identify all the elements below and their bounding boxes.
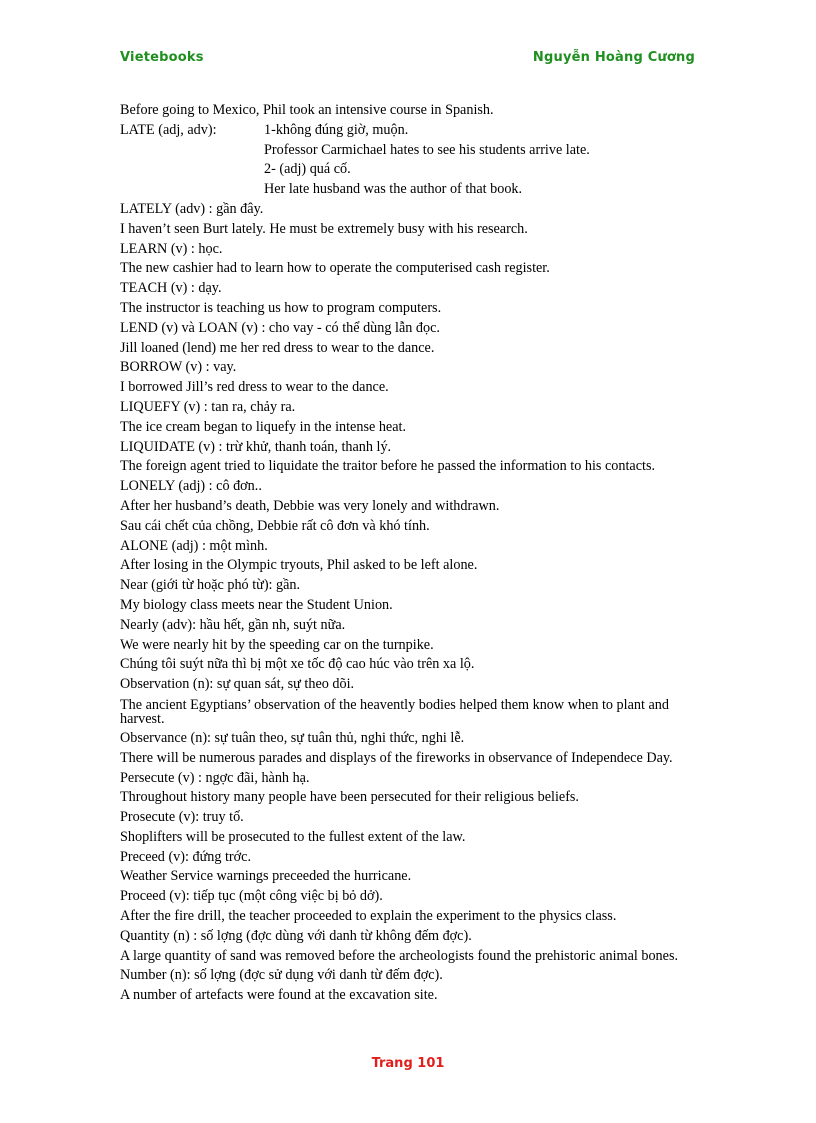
definition-line: 2- (adj) quá cố. [264, 161, 351, 178]
text-line: LIQUIDATE (v) : trừ khử, thanh toán, thanh lý. [120, 438, 392, 455]
text-line: Persecute (v) : ngợc đãi, hành hạ. [120, 769, 310, 786]
text-line: There will be numerous parades and displays of the fireworks in observance of Independece Day. [120, 749, 673, 766]
text-line: LATELY (adv) : gần đây. [120, 200, 264, 217]
text-line: Throughout history many people have been persecuted for their religious beliefs. [120, 789, 579, 806]
text-line: Prosecute (v): truy tố. [120, 809, 244, 826]
example-line: Professor Carmichael hates to see his students arrive late. [264, 141, 590, 158]
page-body [120, 101, 700, 1006]
text-line: After her husband’s death, Debbie was very lonely and withdrawn. [120, 497, 500, 514]
text-line: We were nearly hit by the speeding car on the turnpike. [120, 636, 434, 653]
example-line: Her late husband was the author of that book. [264, 181, 523, 198]
text-line: Preceed (v): đứng trớc. [120, 848, 252, 865]
text-line: I haven’t seen Burt lately. He must be extremely busy with his research. [120, 220, 528, 237]
text-line: Before going to Mexico, Phil took an intensive course in Spanish. [120, 102, 494, 118]
entry-term: LATE (adj, adv): [120, 121, 217, 138]
text-line: TEACH (v) : dạy. [120, 280, 222, 297]
text-line: After losing in the Olympic tryouts, Phil asked to be left alone. [120, 557, 478, 574]
text-line: The new cashier had to learn how to operate the computerised cash register. [120, 260, 550, 277]
text-line: Quantity (n) : số lợng (đợc dùng với danh từ không đếm đợc). [120, 927, 472, 944]
text-line: I borrowed Jill’s red dress to wear to the dance. [120, 379, 389, 396]
text-line: LEND (v) và LOAN (v) : cho vay - có thể dùng lẫn đọc. [120, 319, 440, 336]
text-line: Weather Service warnings preceeded the hurricane. [120, 868, 412, 885]
text-line: My biology class meets near the Student Union. [120, 596, 393, 613]
text-line: Observance (n): sự tuân theo, sự tuân thủ, nghi thức, nghi lễ. [120, 729, 465, 746]
text-line: A number of artefacts were found at the excavation site. [120, 987, 438, 1004]
text-line: LIQUEFY (v) : tan ra, chảy ra. [120, 398, 296, 415]
entry-late [120, 121, 700, 141]
text-line: Chúng tôi suýt nữa thì bị một xe tốc độ cao húc vào trên xa lộ. [120, 656, 475, 673]
text-line: LEARN (v) : học. [120, 240, 223, 257]
text-line: The ancient Egyptians’ observation of the heavently bodies helped them know when to plant and harvest. [120, 696, 669, 727]
header-site-name: Vietebooks [120, 50, 204, 65]
text-line: ALONE (adj) : một mình. [120, 537, 268, 554]
page-number: Trang 101 [371, 1056, 445, 1071]
text-line: Proceed (v): tiếp tục (một công việc bị bỏ dở). [120, 888, 383, 905]
text-line: Shoplifters will be prosecuted to the fullest extent of the law. [120, 828, 466, 845]
text-line: Sau cái chết của chồng, Debbie rất cô đơn và khó tính. [120, 517, 430, 534]
entry-definition: 1-không đúng giờ, muộn. [264, 121, 409, 138]
text-line: Nearly (adv): hầu hết, gần nh, suýt nữa. [120, 616, 346, 633]
text-line: Jill loaned (lend) me her red dress to wear to the dance. [120, 339, 435, 356]
text-line: Near (giới từ hoặc phó từ): gần. [120, 577, 301, 594]
text-line: LONELY (adj) : cô đơn.. [120, 478, 262, 495]
text-line: Observation (n): sự quan sát, sự theo dõi. [120, 676, 355, 693]
text-line: The foreign agent tried to liquidate the traitor before he passed the information to his contacts. [120, 458, 656, 475]
text-line: The ice cream began to liquefy in the intense heat. [120, 418, 406, 435]
header-author: Nguyễn Hoàng Cương [532, 50, 695, 65]
text-line: A large quantity of sand was removed before the archeologists found the prehistoric animal bones. [120, 947, 679, 964]
text-line: BORROW (v) : vay. [120, 359, 237, 376]
text-line: Number (n): số lợng (đợc sử dụng với danh từ đếm đợc). [120, 967, 443, 984]
text-line: The instructor is teaching us how to program computers. [120, 299, 442, 316]
text-line: After the fire drill, the teacher proceeded to explain the experiment to the physics class. [120, 908, 617, 925]
